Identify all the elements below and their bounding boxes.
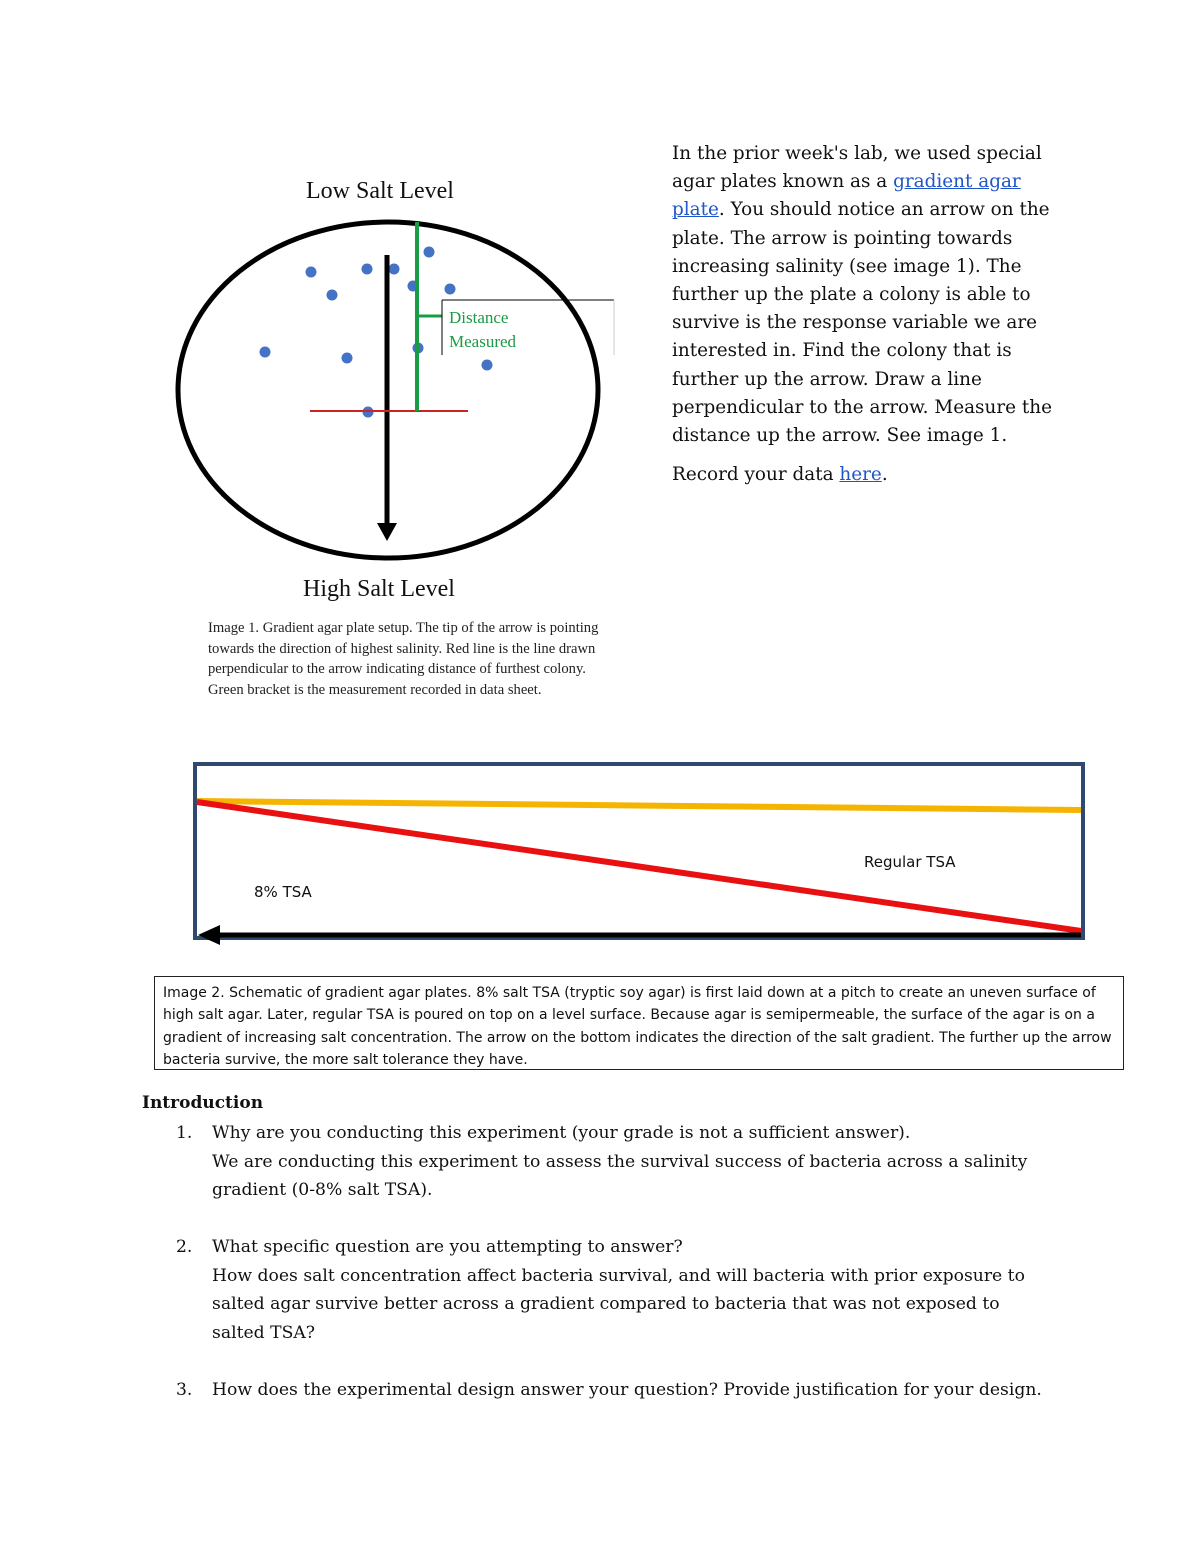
answer-text: We are conducting this experiment to assess the survival success of bacteria across a salinity gradient (0-8% salt TSA). [212,1151,1028,1200]
gradient-plate-diagram [150,205,630,565]
answer-text: How does salt concentration affect bacteria survival, and will bacteria with prior exposure to salted agar survive better across a gradient compared to bacteria that was not exposed to salted TSA? [212,1265,1025,1343]
gradient-schematic-diagram [190,760,1090,945]
question-number: 2. [176,1237,193,1257]
question-text: What specific question are you attempting to answer? [212,1237,683,1257]
question-text: Why are you conducting this experiment (your grade is not a sufficient answer). [212,1123,911,1143]
salt-tsa-label: 8% TSA [254,883,312,901]
introduction-heading: Introduction [142,1093,264,1113]
colony [327,290,338,301]
image1-caption: Image 1. Gradient agar plate setup. The tip of the arrow is pointing towards the direction of highest salinity. Red line is the line drawn perpendicular to the arrow indicating distance of furthest colony. Green bracket is the measurement recorded in data sheet. [208,620,599,698]
image2-caption: Image 2. Schematic of gradient agar plates. 8% salt TSA (tryptic soy agar) is first laid down at a pitch to create an uneven surface of high salt agar. Later, regular TSA is poured on top on a level surface. Because agar is semipermeable, the surface of the agar is on a gradient of increasing salt concentration. The arrow on the bottom indicates the direction of the salt gradient. The further up the arrow bacteria survive, the more salt tolerance they have. [154,976,1124,1070]
regular-tsa-top-line [197,801,1081,810]
colony [482,360,493,371]
colony [389,264,400,275]
distance-label: Distance [449,308,509,327]
question-text: How does the experimental design answer your question? Provide justification for your design. [212,1380,1042,1400]
high-salt-label: High Salt Level [303,576,455,602]
gradient-agar-plate-link[interactable]: gradient agar plate [672,171,1021,221]
colony [342,353,353,364]
record-data-link[interactable]: here [839,464,882,486]
measured-label: Measured [449,332,517,351]
colony [306,267,317,278]
regular-tsa-label: Regular TSA [864,853,956,871]
low-salt-label: Low Salt Level [306,178,454,204]
salinity-arrow-head [377,523,397,541]
instructions-text: In the prior week's lab, we used special agar plates known as a gradient agar plate. You should notice an arrow on the plate. The arrow is pointing towards increasing salinity (see image 1). The further up the plate a colony is able to survive is the response variable we are interested in. Find the colony that is further up the arrow. Draw a line perpendicular to the arrow. Measure the distance up the arrow. See image 1. Record your data here. [672,143,1052,486]
gradient-arrow-head [198,925,220,945]
colony [445,284,456,295]
colony [362,264,373,275]
question-number: 3. [176,1380,193,1400]
colony [424,247,435,258]
colony [260,347,271,358]
question-number: 1. [176,1123,193,1143]
